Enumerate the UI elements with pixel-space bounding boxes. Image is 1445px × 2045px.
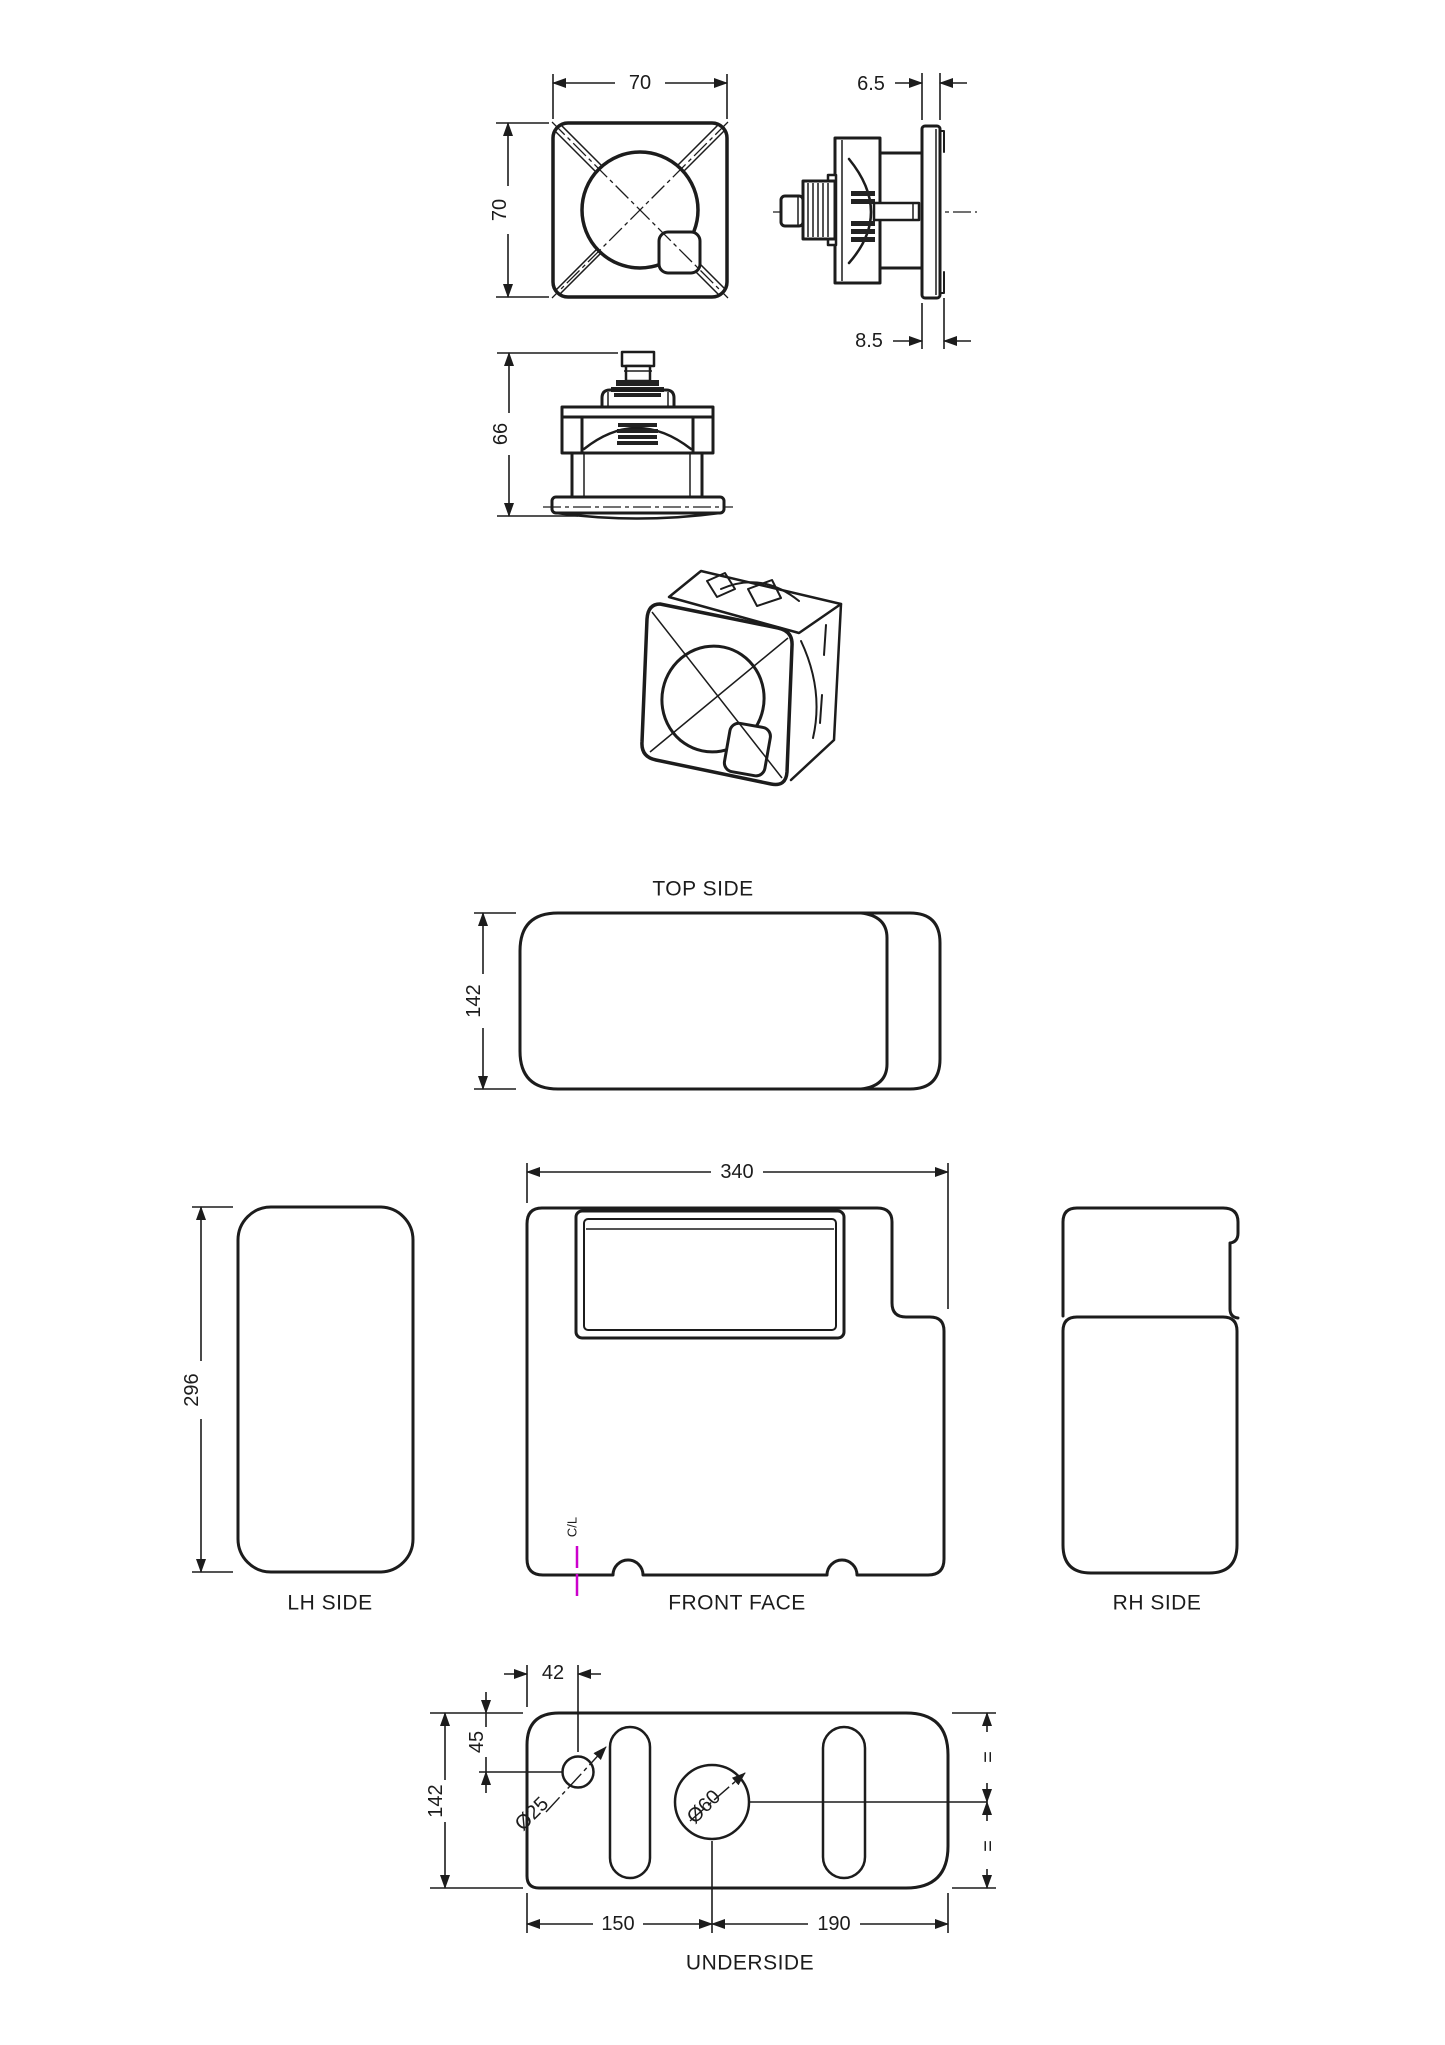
- dim-tank-depth-top: 142: [463, 984, 485, 1018]
- top-side-label: TOP SIDE: [652, 877, 754, 901]
- dim-tank-height: 296: [181, 1373, 203, 1407]
- slot-left: [610, 1727, 650, 1878]
- lh-side-outline: [238, 1207, 413, 1572]
- rh-side-upper: [1063, 1208, 1238, 1318]
- dim-mech-height: 66: [490, 422, 512, 446]
- dim-plate-width: 70: [628, 72, 652, 94]
- plate-edge: [922, 126, 940, 298]
- small-hole: [563, 1757, 594, 1788]
- front-face-label: FRONT FACE: [668, 1591, 806, 1615]
- housing-top-band: [562, 407, 713, 417]
- dim-span-left: 150: [601, 1913, 635, 1935]
- base-flange: [552, 497, 724, 513]
- cistern-rh-side-view: [1063, 1208, 1238, 1615]
- dim-plate-height: 70: [489, 198, 511, 222]
- dim-tank-width: 340: [720, 1161, 754, 1183]
- top-view-outline: [520, 913, 940, 1089]
- dim-plate-depth-front: 6.5: [857, 73, 885, 95]
- rh-side-label: RH SIDE: [1112, 1591, 1202, 1615]
- small-button-outline: [659, 232, 700, 273]
- dim-plate-depth-total: 8.5: [855, 330, 883, 352]
- lower-body: [572, 453, 702, 497]
- rh-side-lower: [1063, 1317, 1237, 1573]
- iso-small-button: [723, 722, 772, 777]
- dim-hole-offset-x: 42: [541, 1662, 565, 1684]
- dim-tank-depth-bottom: 142: [425, 1784, 447, 1818]
- underside-label: UNDERSIDE: [685, 1951, 815, 1975]
- dim-equal-lower: =: [976, 1840, 998, 1852]
- cistern-front-view: [527, 1161, 948, 1615]
- lh-side-label: LH SIDE: [287, 1591, 373, 1615]
- front-face-outline: [527, 1208, 944, 1575]
- dim-large-hole: Ø60: [682, 1785, 726, 1829]
- dim-span-right: 190: [817, 1913, 851, 1935]
- dim-small-hole: Ø25: [510, 1792, 554, 1836]
- push-button: [781, 196, 803, 226]
- dim-equal-upper: =: [976, 1751, 998, 1763]
- centerline-label: C/L: [564, 1516, 580, 1538]
- dim-hole-offset-y: 45: [466, 1730, 488, 1754]
